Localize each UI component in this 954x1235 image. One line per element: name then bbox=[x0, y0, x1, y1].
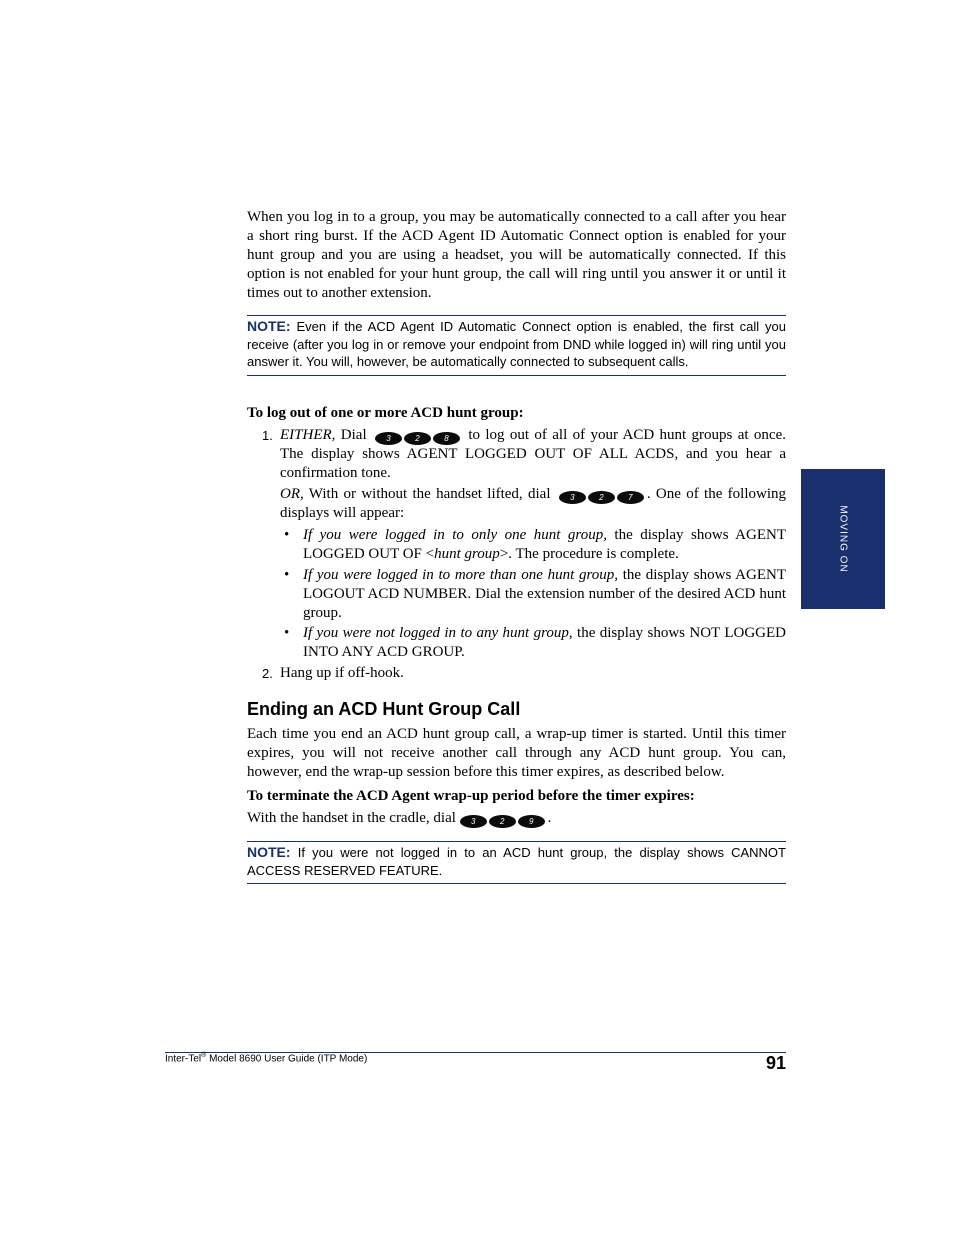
footer-brand: Inter-Tel bbox=[165, 1053, 202, 1065]
bullet-condition: If you were logged in to more than one hunt group, bbox=[303, 567, 618, 583]
step-text: Dial bbox=[335, 427, 372, 443]
dial-key: 2 bbox=[489, 815, 516, 828]
dial-key: 3 bbox=[375, 432, 402, 445]
bullet-text: the display shows NOT LOGGED INTO ANY ACD GROUP. bbox=[303, 625, 787, 660]
registered-mark: ® bbox=[201, 1052, 207, 1059]
bullet-icon: • bbox=[284, 567, 290, 583]
dial-key: 7 bbox=[617, 491, 644, 504]
step-number: 2. bbox=[262, 666, 273, 681]
dial-key: 2 bbox=[588, 491, 615, 504]
dial-keys-329 bbox=[460, 815, 545, 828]
footer-title bbox=[165, 1052, 367, 1064]
dial-keys-327 bbox=[559, 491, 644, 504]
section-title: Ending an ACD Hunt Group Call bbox=[247, 699, 521, 719]
page-number: 91 bbox=[765, 1053, 786, 1073]
terminate-heading: To terminate the ACD Agent wrap-up period before the timer expires: bbox=[247, 788, 695, 804]
or-option bbox=[280, 485, 786, 523]
dial-key: 8 bbox=[433, 432, 460, 445]
dial-key: 3 bbox=[460, 815, 487, 828]
note-label: NOTE: bbox=[247, 318, 291, 334]
dial-keys-328 bbox=[375, 432, 460, 445]
bullet-text: >. The procedure is complete. bbox=[499, 546, 679, 562]
logout-heading: To log out of one or more ACD hunt group: bbox=[247, 405, 524, 421]
note-box-1 bbox=[247, 315, 786, 376]
step-1 bbox=[247, 426, 786, 523]
instruction-text: . bbox=[547, 810, 552, 826]
or-label: OR, bbox=[280, 486, 304, 502]
section-paragraph: Each time you end an ACD hunt group call, a wrap-up timer is started. Until this timer expires, you will not receive another call through any ACD hunt group. You can, however, end the wrap-up session before this timer expires, as described below. bbox=[247, 726, 786, 780]
dial-key: 2 bbox=[404, 432, 431, 445]
footer-guide-title: Model 8690 User Guide (ITP Mode) bbox=[206, 1053, 368, 1065]
intro-paragraph: When you log in to a group, you may be automatically connected to a call after you hear a short ring burst. If the ACD Agent ID Automatic Connect option is enabled for your hunt group and you are using a headset, you will be automatically connected. If this option is not enabled for your hunt group, the call will ring until you answer it or until it times out to another extension. bbox=[247, 209, 786, 301]
bullet-condition: If you were logged in to only one hunt group, bbox=[303, 527, 607, 543]
dial-key: 3 bbox=[559, 491, 586, 504]
bullet-item bbox=[280, 566, 786, 623]
note-box-2 bbox=[247, 841, 786, 884]
bullet-icon: • bbox=[284, 527, 290, 543]
bullet-icon: • bbox=[284, 625, 290, 641]
either-label: EITHER, bbox=[280, 427, 336, 443]
note-text: If you were not logged in to an ACD hunt group, the display shows CANNOT ACCESS RESERVED FEATURE. bbox=[247, 845, 786, 878]
bullet-text: the display shows AGENT LOGGED OUT OF < bbox=[303, 527, 786, 562]
bullet-item bbox=[280, 624, 786, 662]
note-label: NOTE: bbox=[247, 844, 291, 860]
step-text: . One of the following displays will appear: bbox=[280, 486, 787, 521]
instruction-text: With the handset in the cradle, dial bbox=[247, 810, 460, 826]
bullet-condition: If you were not logged in to any hunt group, bbox=[303, 625, 573, 641]
note-text: Even if the ACD Agent ID Automatic Connect option is enabled, the first call you receive (after you log in or remove your endpoint from DND while logged in) will ring until you answer it. You will, however, be automatically connected to subsequent calls. bbox=[247, 319, 786, 369]
step-number: 1. bbox=[262, 428, 273, 443]
step-text: to log out of all of your ACD hunt groups at once. The display shows AGENT LOGGED OUT OF ALL ACDS, and you hear a confirmation tone. bbox=[280, 427, 786, 481]
bullet-placeholder: hunt group bbox=[434, 546, 500, 562]
step-text: With or without the handset lifted, dial bbox=[303, 486, 556, 502]
bullet-item bbox=[280, 526, 786, 564]
side-tab-label: MOVING ON bbox=[837, 505, 849, 573]
side-tab bbox=[801, 469, 885, 609]
bullet-text: the display shows AGENT LOGOUT ACD NUMBER. Dial the extension number of the desired ACD hunt group. bbox=[303, 567, 786, 621]
cradle-instruction bbox=[247, 809, 786, 828]
dial-key: 9 bbox=[518, 815, 545, 828]
step-text: Hang up if off-hook. bbox=[280, 665, 404, 681]
step-2 bbox=[247, 664, 786, 683]
